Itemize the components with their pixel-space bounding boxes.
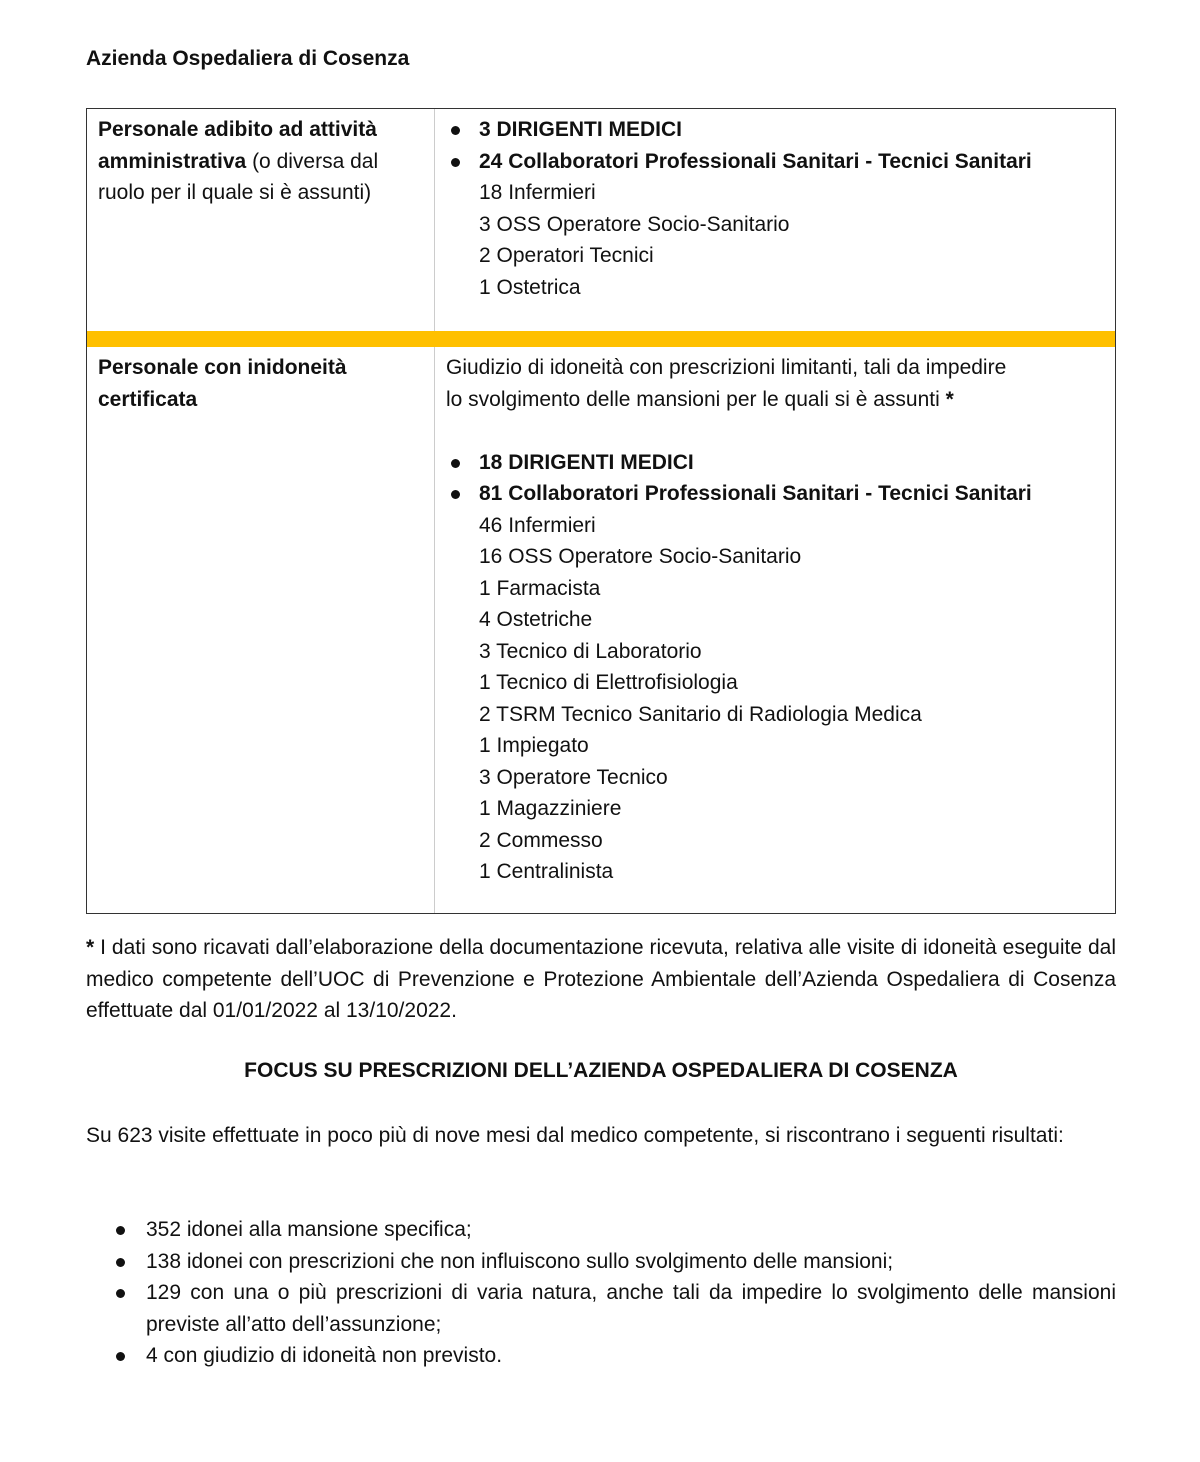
row-2-label-cell: Personale con inidoneità certificata <box>98 356 347 411</box>
list-item: 4 Ostetriche <box>479 608 593 631</box>
list-item: 129 con una o più prescrizioni di varia natura, anche tali da impedire lo svolgimento delle mansioni previste all’atto dell’assunzione; <box>86 1277 1116 1340</box>
row-2-intro-line-1: Giudizio di idoneità con prescrizioni limitanti, tali da impedire <box>446 356 1007 379</box>
row-1-content-cell <box>446 114 1106 303</box>
list-item: 1 Tecnico di Elettrofisiologia <box>479 671 738 694</box>
bullet-icon <box>116 1226 125 1235</box>
list-item: 81 Collaboratori Professionali Sanitari - Tecnici Sanitari <box>446 478 1106 510</box>
list-item: 1 Impiegato <box>479 734 589 757</box>
bullet-icon <box>116 1258 125 1267</box>
bullet-icon <box>451 158 460 167</box>
organization-title: Azienda Ospedaliera di Cosenza <box>86 47 410 70</box>
list-item: 24 Collaboratori Professionali Sanitari - Tecnici Sanitari <box>446 146 1106 178</box>
list-item: 1 Centralinista <box>479 860 614 883</box>
row-2-intro-line-2: lo svolgimento delle mansioni per le quali si è assunti * <box>446 387 954 411</box>
list-item: 352 idonei alla mansione specifica; <box>86 1214 1116 1246</box>
table-row-administrative <box>87 109 1115 331</box>
row-1-label-cell <box>98 114 428 209</box>
footnote-marker: * <box>945 387 954 411</box>
section-heading: FOCUS SU PRESCRIZIONI DELL’AZIENDA OSPEDALIERA DI COSENZA <box>244 1059 958 1082</box>
footnote <box>86 932 1116 1027</box>
bullet-icon <box>116 1289 125 1298</box>
list-item: 18 Infermieri <box>479 181 596 204</box>
bullet-icon <box>451 490 460 499</box>
list-item: 1 Farmacista <box>479 576 601 600</box>
footnote-text: I dati sono ricavati dall’elaborazione della documentazione ricevuta, relativa alle visite di idoneità eseguite dal medico competente dell’UOC di Prevenzione e Protezione Ambientale dell’Azienda Ospedaliera di Cosenza effettuate dal 01/01/2022 al 13/10/2022. <box>86 936 1116 1022</box>
list-item: 1 Ostetrica <box>479 275 581 299</box>
bullet-icon <box>451 126 460 135</box>
list-item: 2 Commesso <box>479 828 603 852</box>
list-item: 3 Tecnico di Laboratorio <box>479 639 702 663</box>
staff-table <box>86 108 1116 914</box>
table-row-unfit <box>87 347 1115 913</box>
column-divider <box>434 347 435 913</box>
list-item: 2 TSRM Tecnico Sanitario di Radiologia Medica <box>479 702 922 726</box>
list-item: 3 OSS Operatore Socio-Sanitario <box>479 212 790 236</box>
list-item: 2 Operatori Tecnici <box>479 244 654 267</box>
list-item: 3 Operatore Tecnico <box>479 765 668 789</box>
footnote-marker: * <box>86 936 95 959</box>
list-item: 46 Infermieri <box>479 513 596 537</box>
list-item: 18 DIRIGENTI MEDICI <box>446 447 1106 479</box>
row-1-label-note: (o diversa dal ruolo per il quale si è assunti) <box>98 149 379 204</box>
column-divider <box>434 109 435 331</box>
row-2-content-cell <box>446 352 1106 888</box>
section-intro-paragraph: Su 623 visite effettuate in poco più di nove mesi dal medico competente, si riscontrano i seguenti risultati: <box>86 1124 1064 1147</box>
list-item: 4 con giudizio di idoneità non previsto. <box>86 1340 1116 1372</box>
row-separator-highlight <box>87 331 1115 347</box>
row-1-label-bold: Personale adibito ad attività amministrativa <box>98 118 377 173</box>
list-item: 16 OSS Operatore Socio-Sanitario <box>479 545 802 568</box>
results-list <box>86 1214 1116 1372</box>
list-item: 138 idonei con prescrizioni che non influiscono sullo svolgimento delle mansioni; <box>86 1246 1116 1278</box>
list-item: 1 Magazziniere <box>479 797 622 820</box>
list-item: 3 DIRIGENTI MEDICI <box>446 114 1106 146</box>
bullet-icon <box>116 1352 125 1361</box>
bullet-icon <box>451 459 460 468</box>
